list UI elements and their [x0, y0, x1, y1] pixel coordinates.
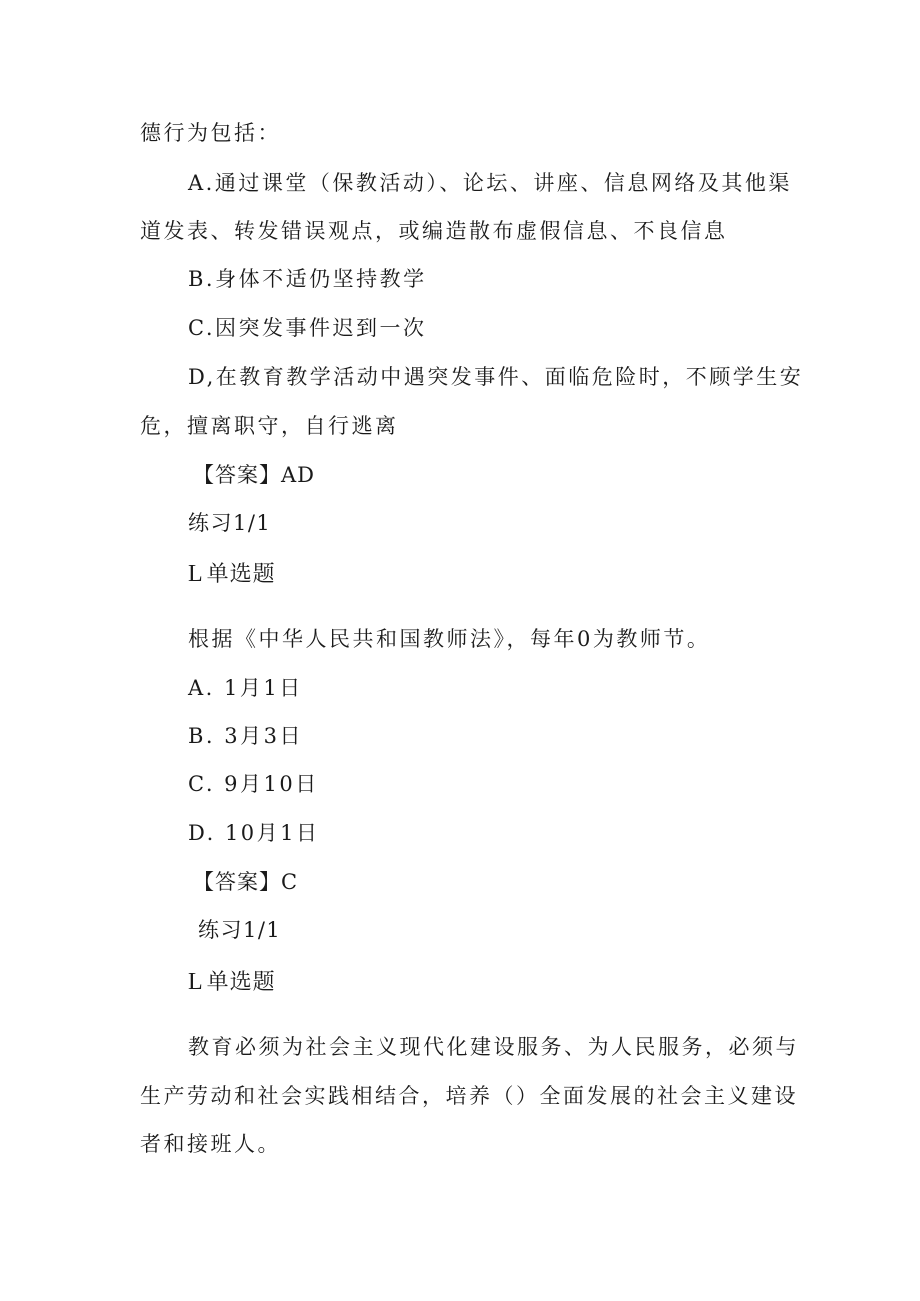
section-heading-1	[188, 561, 838, 588]
heading-prefix: L	[188, 561, 207, 587]
option-c-2: C. 9月10日	[188, 772, 319, 796]
option-a-cont: 道发表、转发错误观点，或编造散布虚假信息、不良信息	[140, 219, 728, 243]
practice-label-1: 练习1/1	[188, 511, 272, 535]
question-2: 根据《中华人民共和国教师法》，每年0为教师节。	[188, 627, 711, 651]
option-d: D,在教育教学活动中遇突发事件、面临危险时，不顾学生安	[188, 365, 804, 389]
option-a: A.通过课堂（保教活动）、论坛、讲座、信息网络及其他渠	[188, 171, 792, 195]
heading-text: 单选题	[206, 562, 276, 587]
question-3-cont-1: 生产劳动和社会实践相结合，培养（）全面发展的社会主义建设	[140, 1084, 798, 1108]
heading-prefix: L	[188, 969, 207, 995]
option-a-2: A. 1月1日	[188, 676, 303, 700]
text-line-continued: 德行为包括：	[140, 121, 281, 145]
option-b-2: B. 3月3日	[188, 724, 304, 748]
section-heading-2	[188, 969, 838, 996]
option-c: C.因突发事件迟到一次	[188, 316, 427, 340]
heading-text: 单选题	[206, 970, 276, 995]
question-3-cont-2: 者和接班人。	[140, 1132, 281, 1156]
option-d-2: D. 10月1日	[188, 821, 320, 845]
answer-2: 【答案】C	[193, 870, 299, 894]
answer-1: 【答案】AD	[193, 463, 316, 487]
option-d-cont: 危，擅离职守，自行逃离	[140, 414, 399, 438]
option-b: B.身体不适仍坚持教学	[188, 267, 427, 291]
question-3: 教育必须为社会主义现代化建设服务、为人民服务，必须与	[188, 1035, 799, 1059]
practice-label-2: 练习1/1	[198, 918, 282, 942]
